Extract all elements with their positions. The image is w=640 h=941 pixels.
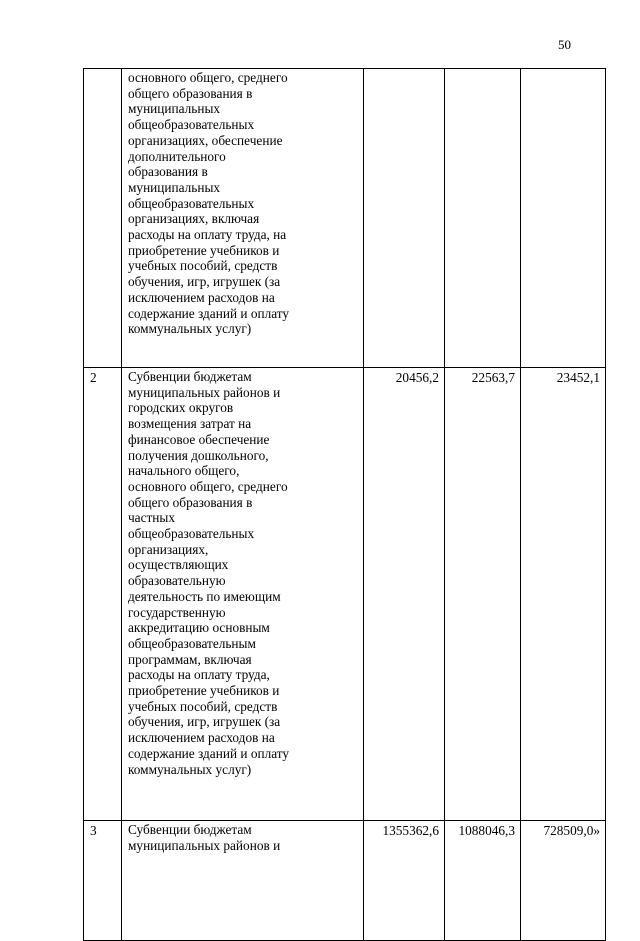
row-number-cell: 3 <box>84 821 122 941</box>
description-line: дополнительного <box>128 148 226 164</box>
description-line: возмещения затрат на <box>128 416 252 432</box>
table-body <box>84 69 606 941</box>
description-line: исключением расходов на <box>128 289 275 305</box>
description-line: основного общего, среднего <box>128 478 288 494</box>
description-line: общеобразовательным <box>128 635 256 651</box>
value-cell-2: 22563,7 <box>445 368 521 821</box>
description-line: содержание зданий и оплату <box>128 745 290 761</box>
description-line: организациях, <box>128 541 209 557</box>
description-line: обучения, игр, игрушек (за <box>128 274 281 290</box>
description-line: осуществляющих <box>128 557 229 573</box>
table-row <box>84 69 606 368</box>
value-cell-2 <box>445 69 521 368</box>
description-line: приобретение учебников и <box>128 242 280 258</box>
description-line: общего образования в <box>128 85 253 101</box>
description-line: организациях, включая <box>128 211 260 227</box>
description-line: общеобразовательных <box>128 195 255 211</box>
description-line: начального общего, <box>128 463 240 479</box>
description-line: организациях, обеспечение <box>128 132 283 148</box>
description-cell <box>122 368 364 821</box>
description-cell <box>122 69 364 368</box>
value-cell-1: 20456,2 <box>364 368 445 821</box>
value-cell-1: 1355362,6 <box>364 821 445 941</box>
table-row <box>84 368 606 821</box>
description-line: Субвенции бюджетам <box>128 369 252 384</box>
description-line: программам, включая <box>128 651 252 667</box>
row-number-cell: 2 <box>84 368 122 821</box>
description-line: муниципальных <box>128 101 221 117</box>
description-line: аккредитацию основным <box>128 620 270 636</box>
description-line: муниципальных <box>128 179 221 195</box>
description-line: основного общего, среднего <box>128 70 288 85</box>
description-line: образования в <box>128 164 208 180</box>
description-line: учебных пособий, средств <box>128 698 278 714</box>
value-cell-3: 728509,0» <box>521 821 606 941</box>
description-cell <box>122 821 364 941</box>
description-line: исключением расходов на <box>128 730 275 746</box>
description-line: городских округов <box>128 400 234 416</box>
description-line: образовательную <box>128 573 226 589</box>
description-line: деятельность по имеющим <box>128 588 281 604</box>
description-line: расходы на оплату труда, на <box>128 227 287 243</box>
value-cell-3: 23452,1 <box>521 368 606 821</box>
description-line: муниципальных районов и <box>128 837 281 853</box>
row-number-cell <box>84 69 122 368</box>
description-line: общеобразовательных <box>128 117 255 133</box>
description-line: государственную <box>128 604 226 620</box>
description-line: содержание зданий и оплату <box>128 305 290 321</box>
description-line: муниципальных районов и <box>128 384 281 400</box>
description-line: обучения, игр, игрушек (за <box>128 714 281 730</box>
description-line: коммунальных услуг) <box>128 321 252 337</box>
description-line: Субвенции бюджетам <box>128 822 252 837</box>
description-line: финансовое обеспечение <box>128 431 270 447</box>
table-row <box>84 821 606 941</box>
value-cell-2: 1088046,3 <box>445 821 521 941</box>
page-number: 50 <box>558 37 571 52</box>
value-cell-3 <box>521 69 606 368</box>
description-line: общего образования в <box>128 494 253 510</box>
description-line: расходы на оплату труда, <box>128 667 270 683</box>
description-line: приобретение учебников и <box>128 683 280 699</box>
description-line: учебных пособий, средств <box>128 258 278 274</box>
budget-table <box>83 68 606 941</box>
description-line: частных <box>128 510 176 526</box>
value-cell-1 <box>364 69 445 368</box>
description-line: получения дошкольного, <box>128 447 269 463</box>
description-line: общеобразовательных <box>128 526 255 542</box>
description-line: коммунальных услуг) <box>128 761 252 777</box>
